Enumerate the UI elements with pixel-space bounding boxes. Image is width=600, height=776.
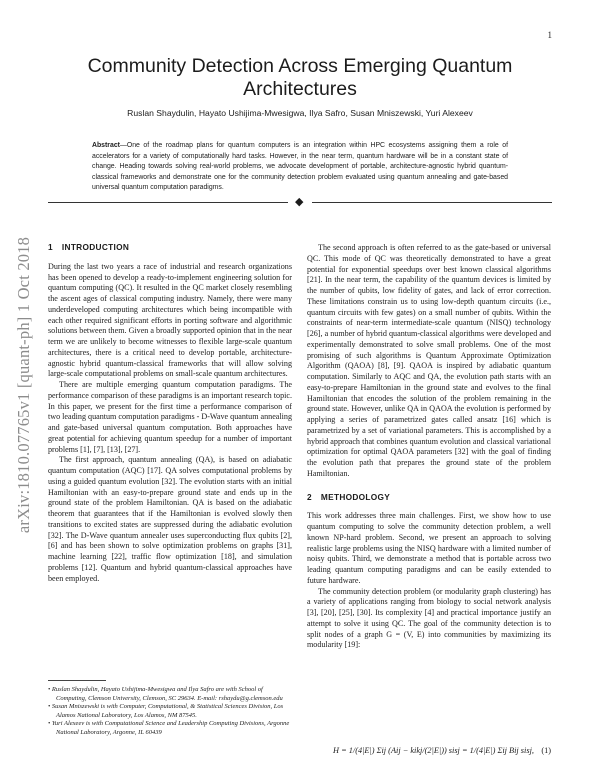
footnote: • Susan Mniszewski is with Computer, Computational, & Statistical Sciences Division, Los Alamos National Laboratory, Los Alamos, NM 87545. bbox=[48, 703, 284, 719]
section-heading-introduction bbox=[48, 242, 292, 253]
section-title: METHODOLOGY bbox=[320, 491, 391, 502]
paragraph: The second approach is often referred to as the gate-based or universal QC. This mode of QC was theoretically demonstrated to have a great potential for exponential speedups over best known classical algorithms [21]. In the near term, the capability of the quantum devices is limited by the number of qubits, low fidelity of gates, and lack of error correction. These limitations constrain us to using low-depth quantum circuits (i.e., quantum circuits with few gates) on a small number of qubits. Within the constraints of near-term intermediate-scale quantum (NISQ) technology [26], a number of hybrid quantum-classical algorithms were developed and experimentally demonstrated to solve small problems. One of the most promising of such algorithms is Quantum Approximate Optimization Algorithm (QAOA) [8], [9]. QAOA is inspired by adiabatic quantum computation. Similarly to AQC and QA, the evolution path starts with an easy-to-prepare Hamiltonian in the ground state and evolves to the final Hamiltonian that encodes the solution of the problem remaining in the ground state. However, unlike QA in QAOA the evolution is performed by applying a series of parametrized gates called ansatz [16] which is parametrized by a set of variational parameters. This is accomplished by a hybrid approach that combines quantum evolution and classical variational optimization for optimal QAOA parameters [32] with the goal of finding the evolution path that prepares the ground state of the problem Hamiltonian. bbox=[307, 243, 551, 478]
footnote-rule bbox=[48, 680, 106, 681]
footnotes bbox=[48, 680, 292, 738]
paragraph: There are multiple emerging quantum computation paradigms. The performance comparison of these paradigms is an important research topic. In this paper, we present for the first time a performance comparison of two leading quantum computation paradigms - D-Wave quantum annealing and gate-based universal quantum computation. Both approaches have great potential for achieving quantum speedup for a number of important problems [1], [7], [13], [27]. bbox=[48, 380, 292, 454]
section-heading-methodology bbox=[307, 492, 551, 503]
abstract-label: Abstract bbox=[92, 142, 120, 149]
paper-title: Community Detection Across Emerging Quantum Architectures bbox=[87, 55, 513, 100]
paragraph: The first approach, quantum annealing (QA), is based on adiabatic quantum computation (AQC) [17]. QA solves computational problems by using a guided quantum evolution [32]. The evolution starts with an initial Hamiltonian with an easy-to-prepare ground state and ends up in the ground state of the problem Hamiltonian. QA is based on the adiabatic theorem that guarantees that if the Hamiltonian is evolved slowly then transitions to excited states are suppressed during the adiabatic evolution [32]. The D-Wave quantum annealer uses superconducting flux qubits [2], [6] and has been shown to solve optimization problems on graphs [31], machine learning [22], traffic flow optimization [18], and simulation problems [12]. Quantum and hybrid quantum-classical approaches have been employed. bbox=[48, 455, 292, 583]
right-column bbox=[307, 243, 551, 651]
footnote: • Yuri Alexeev is with Computational Science and Leadership Computing Divisions, Argonne National Laboratory, Argonne, IL 60439 bbox=[48, 720, 290, 736]
footnote: • Ruslan Shaydulin, Hayato Ushijima-Mwesigwa and Ilya Safro are with School of Computing, Clemson University, Clemson, SC 29634. E-mail: rshaydu@g.clemson.edu bbox=[48, 686, 283, 702]
divider-line-right bbox=[312, 202, 552, 203]
divider-line-left bbox=[48, 202, 288, 203]
paragraph: During the last two years a race of industrial and research organizations has been opened to develop a ready-to-implement engineering solution for quantum computing (QC). It resulted in the QC market closely resembling the ascent ages of classical computing industry. Namely, there were many underdeveloped computing architectures which being incompatible with each other required significant efforts in porting software and algorithmic solutions between them. Given a broadly supported opinion that in the near term we are unlikely to become witnesses to flexible large-scale quantum architectures, there is a critical need to develop portable, architecture-agnostic hybrid quantum-classical frameworks that will allow solving large-scale computational problems on small-scale quantum architectures. bbox=[48, 261, 292, 379]
abstract-text: —One of the roadmap plans for quantum computers is an integration within HPC ecosystems assigning them a role of accelerators for a variety of computationally hard tasks. However, in the near term, quantum hardware will be in a constant state of change. Heading towards solving real-world problems, we advocate development of portable, architecture-agnostic hybrid quantum-classical frameworks and demonstrate one for the community detection problem evaluated using quantum annealing and gate-based universal quantum computation paradigms. bbox=[92, 142, 508, 191]
section-number: 2 bbox=[307, 491, 312, 502]
paragraph: The community detection problem (or modularity graph clustering) has a variety of applications ranging from biology to social network analysis [3], [20], [25], [30]. Its complexity [4] and practical importance justify an attempt to solve it using QC. The goal of the community detection is to split nodes of a graph G = (V, E) into communities by maximizing its modularity [19]: bbox=[307, 586, 551, 650]
equation-number: (1) bbox=[541, 746, 551, 755]
abstract bbox=[92, 141, 508, 194]
equation-body: H = 1/(4|E|) Σij (Aij − kikj/(2|E|)) sisj = 1/(4|E|) Σij Bij sisj, bbox=[333, 746, 534, 755]
page-number: 1 bbox=[547, 30, 552, 40]
modularity-equation bbox=[307, 738, 551, 762]
author-list: Ruslan Shaydulin, Hayato Ushijima-Mwesigwa, Ilya Safro, Susan Mniszewski, Yuri Alexeev bbox=[127, 108, 473, 118]
left-column bbox=[48, 242, 292, 584]
section-number: 1 bbox=[48, 242, 53, 252]
arxiv-identifier: arXiv:1810.07765v1 [quant-ph] 1 Oct 2018 bbox=[14, 236, 33, 534]
diamond-icon: ◆ bbox=[295, 196, 304, 208]
arxiv-sidebar bbox=[14, 205, 34, 565]
paragraph: This work addresses three main challenges. First, we show how to use quantum computing to solve the community detection problem, a well known NP-hard problem. Second, we present an approach to solving realistic large problems using the NISQ hardware with a limited number of noisy qubits. Third, we demonstrate a method that is portable across two leading quantum computing paradigms and can be easily extended to future hardware. bbox=[307, 511, 551, 585]
section-divider bbox=[0, 196, 600, 208]
section-title: INTRODUCTION bbox=[61, 242, 130, 252]
